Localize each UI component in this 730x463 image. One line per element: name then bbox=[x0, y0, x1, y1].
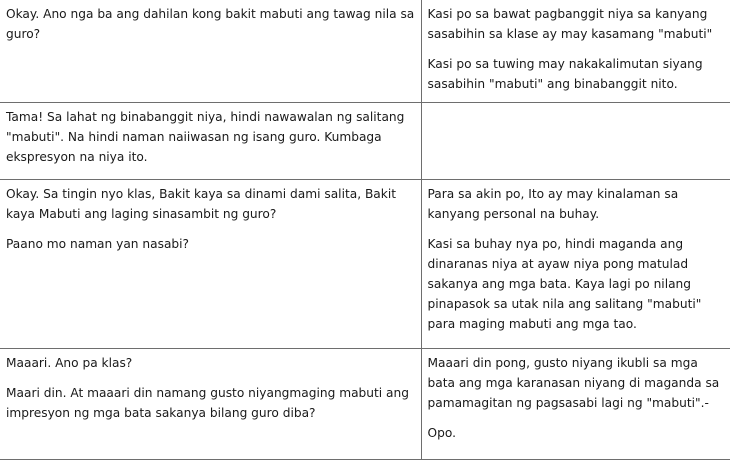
student-cell bbox=[421, 0, 730, 103]
student-line: Maaari din pong, gusto niyang ikubli sa mga bata ang mga karanasan niyang di maganda sa pamamagitan ng pagsasabi lagi ng "mabuti".- bbox=[427, 356, 720, 410]
teacher-line: Maari din. At maaari din namang gusto niyangmaging mabuti ang impresyon ng mga bata sakanya bilang guro diba? bbox=[6, 386, 409, 420]
student-line: Kasi sa buhay nya po, hindi maganda ang dinaranas niya at ayaw niya pong matulad sakanya ang mga bata. Kaya lagi po nilang pinapasok sa utak nila ang salitang "mabuti" para maging mabuti ang mga tao. bbox=[427, 237, 702, 331]
teacher-line: Okay. Sa tingin nyo klas, Bakit kaya sa dinami dami salita, Bakit kaya Mabuti ang laging sinasambit ng guro? bbox=[6, 187, 396, 221]
table-row bbox=[0, 103, 730, 180]
teacher-cell bbox=[0, 349, 421, 460]
student-line: Kasi po sa bawat pagbanggit niya sa kanyang sasabihin sa klase ay may kasamang "mabuti" bbox=[427, 7, 713, 41]
teacher-line: Tama! Sa lahat ng binabanggit niya, hindi nawawalan ng salitang "mabuti". Na hindi naman naiiwasan ng isang guro. Kumbaga ekspresyon na niya ito. bbox=[6, 110, 405, 164]
student-line: Kasi po sa tuwing may nakakalimutan siyang sasabihin "mabuti" ang binabanggit nito. bbox=[427, 57, 703, 91]
teacher-line: Maaari. Ano pa klas? bbox=[6, 356, 133, 370]
teacher-line: Okay. Ano nga ba ang dahilan kong bakit mabuti ang tawag nila sa guro? bbox=[6, 7, 415, 41]
student-line: Opo. bbox=[427, 426, 456, 440]
teacher-cell bbox=[0, 103, 421, 180]
student-line: Para sa akin po, Ito ay may kinalaman sa kanyang personal na buhay. bbox=[427, 187, 679, 221]
table-row bbox=[0, 180, 730, 349]
student-cell bbox=[421, 180, 730, 349]
student-cell bbox=[421, 349, 730, 460]
teacher-cell bbox=[0, 180, 421, 349]
teacher-cell bbox=[0, 0, 421, 103]
table-row bbox=[0, 0, 730, 103]
table-row bbox=[0, 349, 730, 460]
teacher-line: Paano mo naman yan nasabi? bbox=[6, 237, 190, 251]
student-cell-empty bbox=[421, 103, 730, 180]
